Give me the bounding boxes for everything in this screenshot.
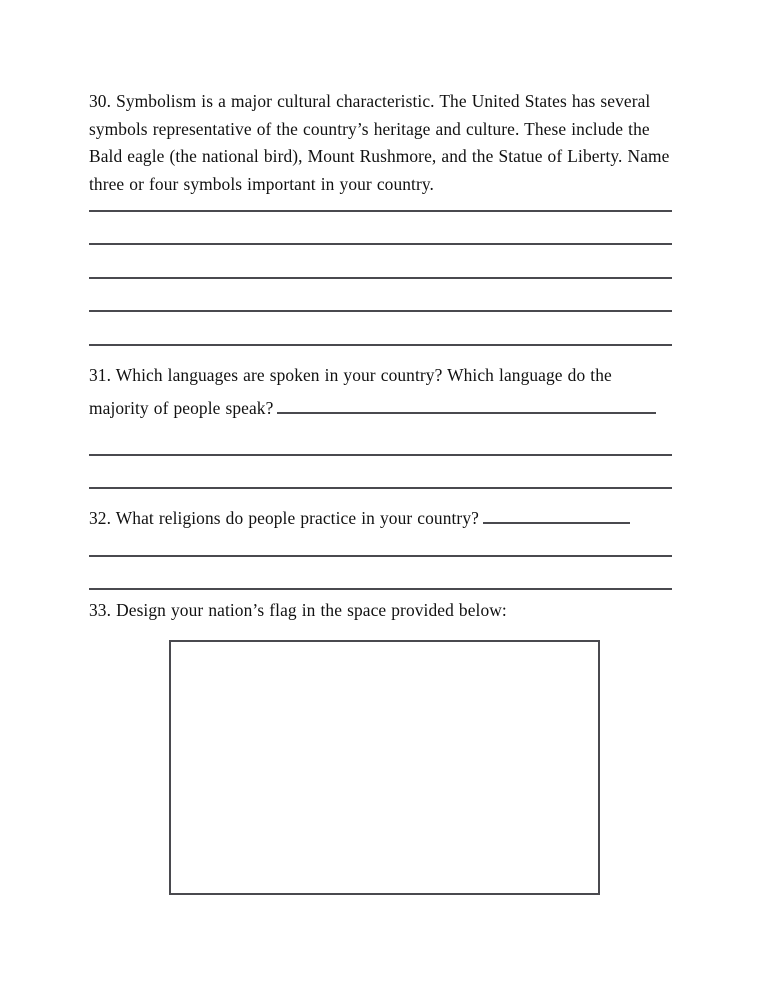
question-31-text-line2-row — [89, 395, 674, 423]
question-33-text: 33. Design your nation’s flag in the space provided below: — [89, 600, 507, 620]
answer-line-30-2[interactable] — [89, 243, 672, 245]
question-30-block — [89, 88, 674, 198]
answer-line-31-2[interactable] — [89, 487, 672, 489]
question-32-text-row — [89, 505, 674, 533]
answer-line-32-1[interactable] — [89, 555, 672, 557]
question-31-text-line1: 31. Which languages are spoken in your country? Which language do the — [89, 365, 612, 385]
answer-line-30-1[interactable] — [89, 210, 672, 212]
answer-line-32-2[interactable] — [89, 588, 672, 590]
answer-line-30-4[interactable] — [89, 310, 672, 312]
answer-line-30-5[interactable] — [89, 344, 672, 346]
answer-line-30-3[interactable] — [89, 277, 672, 279]
question-31-text-line2: majority of people speak? — [89, 397, 274, 418]
answer-line-31-1[interactable] — [89, 454, 672, 456]
question-31-block — [89, 362, 674, 422]
question-33-block — [89, 597, 674, 625]
answer-line-32-inline[interactable] — [483, 509, 630, 524]
answer-line-31-inline[interactable] — [277, 399, 656, 414]
question-30-text: 30. Symbolism is a major cultural characteristic. The United States has several symbols representative of the country’s heritage and culture. These include the Bald eagle (the national bird), Mount Rushmore, and the Statue of Liberty. Name three or four symbols important in your country. — [89, 91, 670, 194]
question-32-block — [89, 505, 674, 533]
question-32-text: 32. What religions do people practice in your country? — [89, 508, 479, 528]
flag-drawing-box[interactable] — [169, 640, 600, 895]
